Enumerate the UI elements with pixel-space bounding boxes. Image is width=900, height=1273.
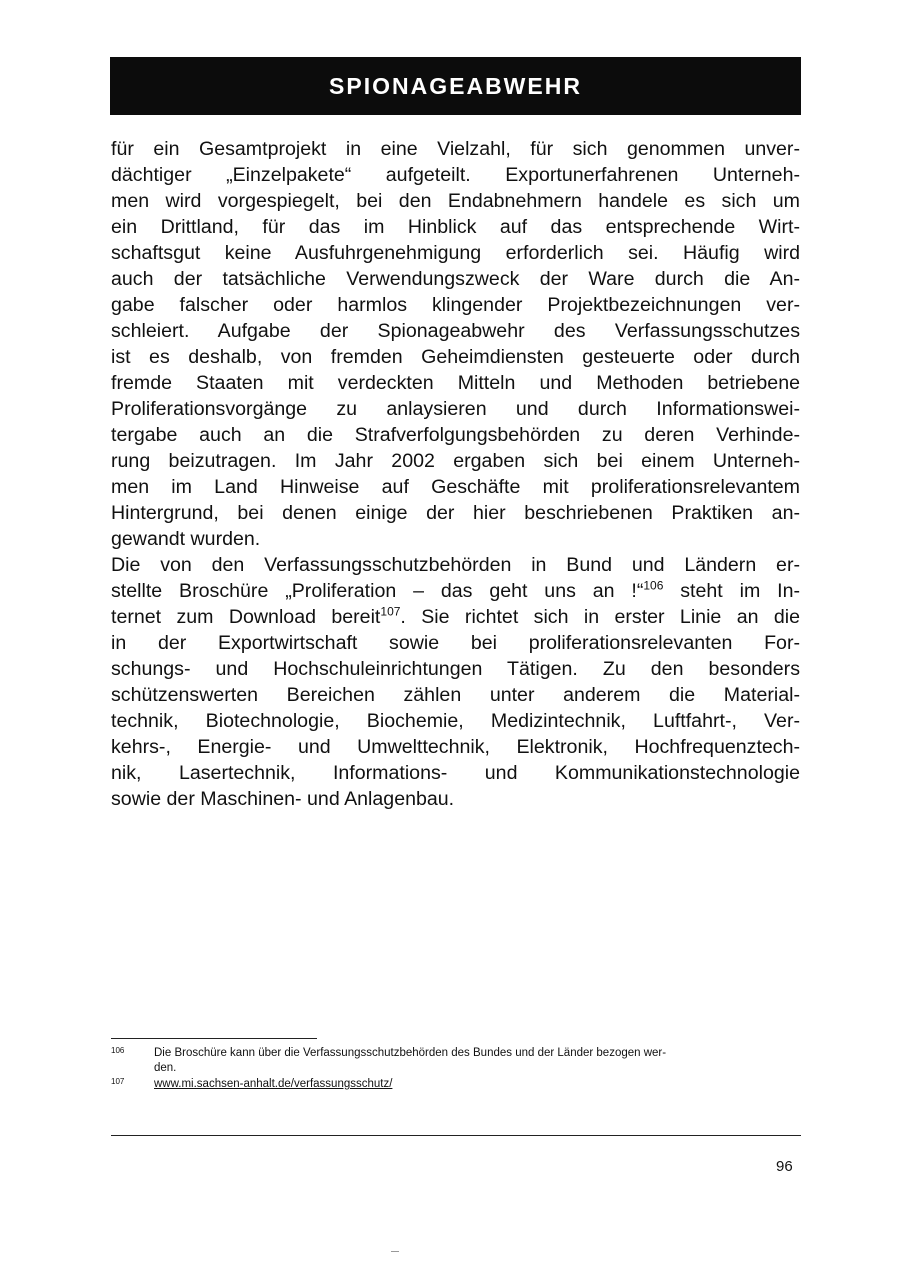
section-header (110, 57, 801, 115)
footnote-number: 107 (111, 1077, 125, 1086)
page-number: 96 (776, 1158, 793, 1175)
text-line: men wird vorgespiegelt, bei den Endabnehmern handele es sich um (111, 190, 800, 212)
text-line: kehrs-, Energie- und Umwelttechnik, Elektronik, Hochfrequenztech- (111, 736, 800, 758)
text-line: rung beizutragen. Im Jahr 2002 ergaben sich bei einem Unterneh- (111, 450, 800, 472)
text-line: technik, Biotechnologie, Biochemie, Medizintechnik, Luftfahrt-, Ver- (111, 710, 800, 732)
footnote-divider (111, 1038, 317, 1039)
footnote-ref[interactable]: 107 (380, 604, 401, 619)
section-title: SPIONAGEABWEHR (329, 72, 582, 99)
text-line: schleiert. Aufgabe der Spionageabwehr des Verfassungsschutzes (111, 320, 800, 342)
text-line: in der Exportwirtschaft sowie bei proliferationsrelevanten For- (111, 632, 800, 654)
text-line: auch der tatsächliche Verwendungszweck der Ware durch die An- (111, 268, 800, 290)
text-line: für ein Gesamtprojekt in eine Vielzahl, für sich genommen unver- (111, 138, 800, 160)
text-line: nik, Lasertechnik, Informations- und Kommunikationstechnologie (111, 762, 800, 784)
text-line: stellte Broschüre „Proliferation – das geht uns an !“$^{106}$ steht im In- (111, 578, 800, 602)
footer-divider (111, 1135, 801, 1136)
paragraph-1 (111, 136, 800, 552)
text-line: tergabe auch an die Strafverfolgungsbehörden zu deren Verhinde- (111, 424, 800, 446)
text-line: fremde Staaten mit verdeckten Mitteln und Methoden betriebene (111, 372, 800, 394)
text-line: dächtiger „Einzelpakete“ aufgeteilt. Exportunerfahrenen Unterneh- (111, 164, 800, 186)
text-line: schungs- und Hochschuleinrichtungen Tätigen. Zu den besonders (111, 658, 800, 680)
footnote-ref[interactable]: 106 (643, 578, 664, 593)
text-line: ist es deshalb, von fremden Geheimdiensten gesteuerte oder durch (111, 346, 800, 368)
text-line: schaftsgut keine Ausfuhrgenehmigung erforderlich sei. Häufig wird (111, 242, 800, 264)
text-line: sowie der Maschinen- und Anlagenbau. (111, 788, 455, 810)
text-line: gabe falscher oder harmlos klingender Projektbezeichnungen ver- (111, 294, 800, 316)
text-line: ein Drittland, für das im Hinblick auf das entsprechende Wirt- (111, 216, 800, 238)
text-line: Hintergrund, bei denen einige der hier beschriebenen Praktiken an- (111, 502, 800, 524)
text-line: Proliferationsvorgänge zu anlaysieren und durch Informationswei- (111, 398, 800, 420)
footnote-text: Die Broschüre kann über die Verfassungsschutzbehörden des Bundes und der Länder bezogen wer- (154, 1047, 667, 1059)
scan-mark (391, 1251, 399, 1252)
body-text (111, 136, 800, 812)
footnote-link[interactable]: www.mi.sachsen-anhalt.de/verfassungsschutz/ (154, 1078, 393, 1090)
text-line: men im Land Hinweise auf Geschäfte mit proliferationsrelevantem (111, 476, 800, 498)
text-line: schützenswerten Bereichen zählen unter anderem die Material- (111, 684, 800, 706)
paragraph-2 (111, 552, 800, 812)
text-line: gewandt wurden. (111, 528, 261, 550)
footnote-number: 106 (111, 1046, 125, 1055)
text-line: ternet zum Download bereit$^{107}$. Sie richtet sich in erster Linie an die (111, 604, 801, 628)
text-line: Die von den Verfassungsschutzbehörden in Bund und Ländern er- (111, 554, 800, 576)
